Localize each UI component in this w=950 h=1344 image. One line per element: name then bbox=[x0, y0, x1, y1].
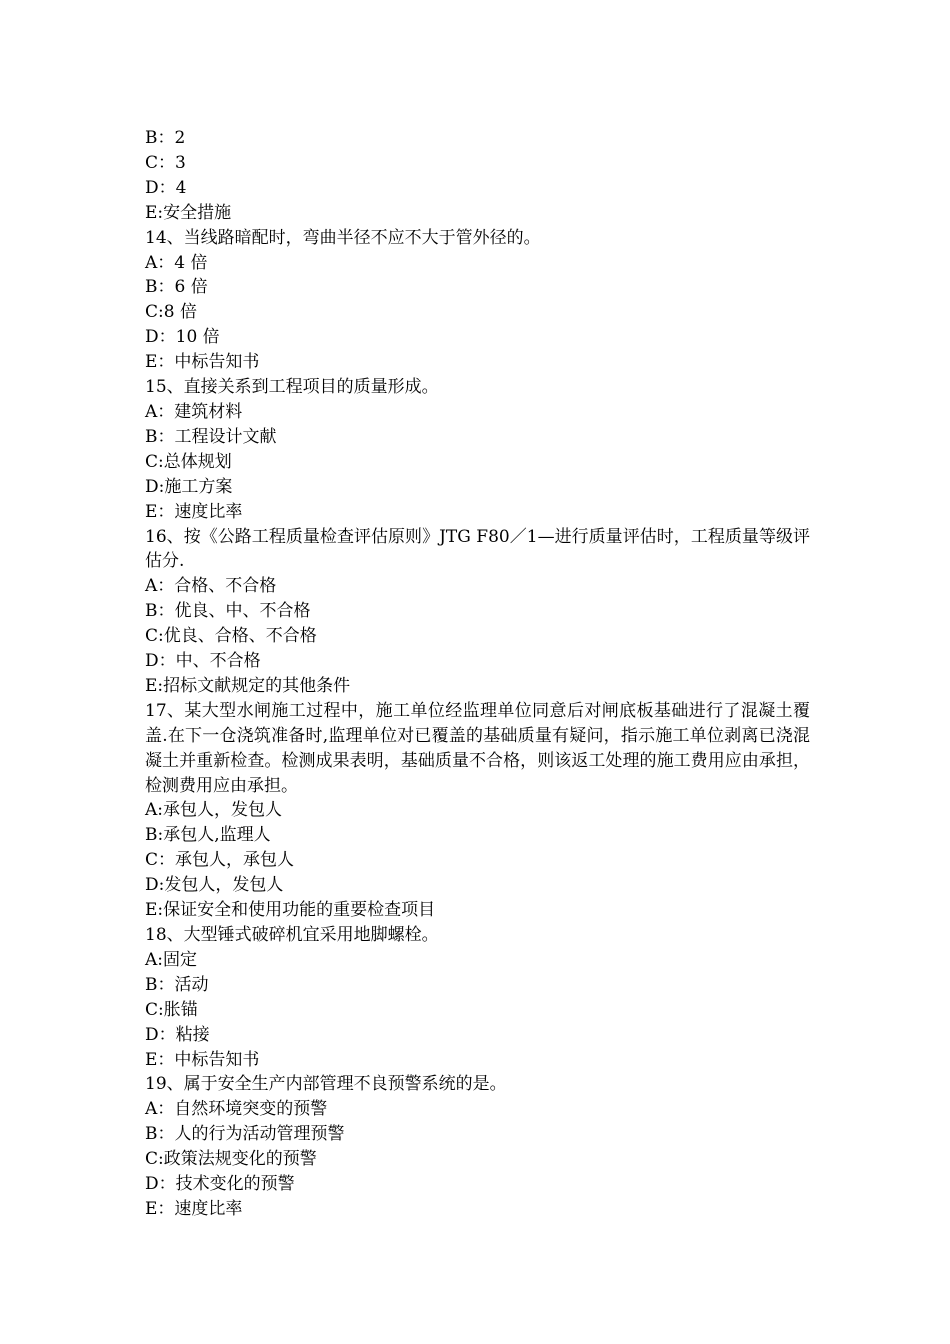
option-a-q19: A：自然环境突变的预警 bbox=[145, 1099, 328, 1120]
option-d-q16: D：中、不合格 bbox=[145, 651, 261, 672]
option-d-q19: D：技术变化的预警 bbox=[145, 1174, 295, 1195]
option-b-q13: B：2 bbox=[145, 128, 186, 148]
option-e-q17: E:保证安全和使用功能的重要检查项目 bbox=[145, 900, 436, 921]
option-d-q17: D:发包人，发包人 bbox=[145, 875, 284, 896]
option-b-q17: B:承包人,监理人 bbox=[145, 825, 271, 846]
option-c-q17: C：承包人，承包人 bbox=[145, 850, 295, 871]
option-c-q16: C:优良、合格、不合格 bbox=[145, 626, 317, 647]
option-e-q18: E：中标告知书 bbox=[145, 1049, 260, 1070]
option-a-q18: A:固定 bbox=[145, 949, 198, 970]
option-a-q15: A：建筑材料 bbox=[145, 401, 243, 422]
option-c-q15: C:总体规划 bbox=[145, 451, 232, 472]
option-b-q16: B：优良、中、不合格 bbox=[145, 601, 311, 622]
option-e-q19: E：速度比率 bbox=[145, 1198, 243, 1219]
question-15: 15、直接关系到工程项目的质量形成。 bbox=[145, 377, 439, 398]
option-d-q14: D：10 倍 bbox=[145, 327, 220, 348]
option-a-q16: A：合格、不合格 bbox=[145, 576, 277, 597]
question-16: 16、按《公路工程质量检查评估原则》JTG F80／1—进行质量评估时，工程质量等级评估分. bbox=[145, 526, 810, 572]
option-b-q19: B：人的行为活动管理预警 bbox=[145, 1124, 345, 1145]
option-b-q18: B：活动 bbox=[145, 974, 209, 995]
option-b-q14: B：6 倍 bbox=[145, 277, 208, 298]
option-c-q19: C:政策法规变化的预警 bbox=[145, 1149, 317, 1170]
option-d-q18: D：粘接 bbox=[145, 1024, 210, 1045]
option-d-q15: D:施工方案 bbox=[145, 476, 233, 497]
option-c-q18: C:胀锚 bbox=[145, 999, 198, 1020]
question-17: 17、某大型水闸施工过程中，施工单位经监理单位同意后对闸底板基础进行了混凝土覆盖.在下一仓浇筑准备时,监理单位对已覆盖的基础质量有疑问，指示施工单位剥离已浇混凝土并重新检查。检测成果表明，基础质量不合格，则该返工处理的施工费用应由承担，检测费用应由承担。 bbox=[145, 700, 810, 796]
option-d-q13: D：4 bbox=[145, 177, 187, 198]
option-b-q15: B：工程设计文献 bbox=[145, 426, 277, 447]
option-e-q13: E:安全措施 bbox=[145, 202, 232, 223]
question-19: 19、属于安全生产内部管理不良预警系统的是。 bbox=[145, 1074, 507, 1095]
option-a-q17: A:承包人，发包人 bbox=[145, 800, 283, 821]
document-body bbox=[145, 126, 810, 1222]
question-18: 18、大型锤式破碎机宜采用地脚螺栓。 bbox=[145, 925, 439, 945]
option-c-q14: C:8 倍 bbox=[145, 302, 197, 323]
question-14: 14、当线路暗配时，弯曲半径不应不大于管外径的。 bbox=[145, 227, 541, 248]
option-e-q16: E:招标文献规定的其他条件 bbox=[145, 675, 351, 696]
option-e-q14: E：中标告知书 bbox=[145, 352, 260, 373]
option-e-q15: E：速度比率 bbox=[145, 501, 243, 522]
option-c-q13: C：3 bbox=[145, 152, 186, 173]
option-a-q14: A：4 倍 bbox=[145, 252, 208, 273]
